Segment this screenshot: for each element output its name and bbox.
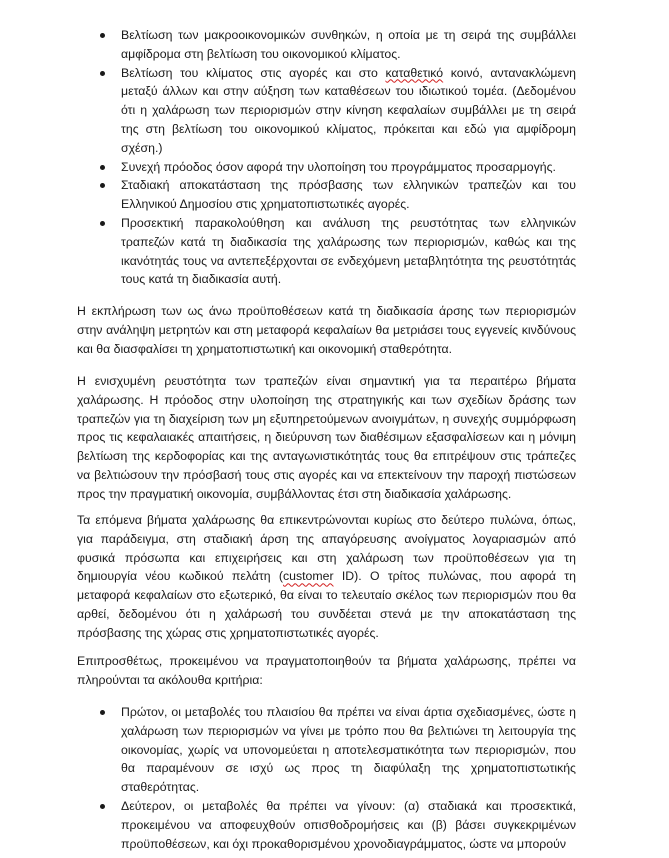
list-item <box>0 176 576 214</box>
list-item-text: Πρώτον, οι μεταβολές του πλαισίου θα πρέπει να είναι άρτια σχεδιασμένες, ώστε η χαλάρωση των περιορισμών να γίνει με τρόπο που θα βελτιώνει τη λειτουργία της οικονομίας, χωρίς να υπονομεύεται η αποτελεσματικότητα των περιορισμών, που θα παραμένουν σε ισχύ ως προς τη διαφύλαξη της χρηματοπιστωτικής σταθερότητας. <box>121 705 576 795</box>
criteria-bullet-list <box>0 703 669 853</box>
list-item <box>0 797 576 853</box>
list-item-text: Δεύτερον, οι μεταβολές θα πρέπει να γίνουν: (α) σταδιακά και προσεκτικά, προκειμένου να αποφευχθούν οπισθοδρομήσεις και (β) βάσει συγκεκριμένων προϋποθέσεων, και όχι προκαθορισμένου χρονοδιαγράμματος, ώστε να μπορούν <box>121 798 576 851</box>
text-segment: κοινό, αντανακλώμενη μεταξύ άλλων και στην αύξηση των καταθέσεων του ιδιωτικού τομέα. (Δεδομένου ότι η χαλάρωση των περιορισμών στην κίνηση κεφαλαίων συμβάλλει με τη σειρά της στη βελτίωση του οικονομικού κλίματος, πρόκειται και εδώ για αμφίδρομη σχέση.) <box>121 65 576 155</box>
paragraph: Η εκπλήρωση των ως άνω προϋποθέσεων κατά τη διαδικασία άρσης των περιορισμών στην ανάληψη μετρητών και στη μεταφορά κεφαλαίων θα μετριάσει τους εγγενείς κινδύνους και θα διασφαλίσει τη χρηματοπιστωτική και οικονομική σταθερότητα. <box>77 304 576 356</box>
list-item <box>0 703 576 797</box>
list-item-text <box>121 66 576 155</box>
text-segment: Βελτίωση του κλίματος στις αγορές και στο <box>121 65 386 80</box>
list-item-text: Συνεχή πρόοδος όσον αφορά την υλοποίηση του προγράμματος προσαρμογής. <box>121 159 556 174</box>
conditions-bullet-list <box>0 26 669 289</box>
bullet-icon <box>100 710 105 715</box>
list-item <box>0 64 576 158</box>
list-item-text: Βελτίωση των μακροοικονομικών συνθηκών, η οποία με τη σειρά της συμβάλλει αμφίδρομα στη βελτίωση του οικονομικού κλίματος. <box>121 28 576 61</box>
list-item <box>0 158 576 177</box>
paragraph: Επιπροσθέτως, προκειμένου να πραγματοποιηθούν τα βήματα χαλάρωσης, πρέπει να πληρούνται τα ακόλουθα κριτήρια: <box>77 654 576 687</box>
bullet-icon <box>100 221 105 226</box>
text-segment: ID). Ο τρίτος πυλώνας, που αφορά τη μεταφορά κεφαλαίων στο εξωτερικό, θα είναι το τελευταίο σκέλος των περιορισμών που θα αρθεί, δεδομένου ότι η χαλάρωσή του συνδέεται στενά με την αποκατάσταση της πρόσβασης της χώρας στις χρηματοπιστωτικές αγορές. <box>77 569 576 640</box>
spellcheck-flagged-word[interactable]: καταθετικό <box>385 65 444 80</box>
list-item <box>0 26 576 64</box>
list-item-text: Σταδιακή αποκατάσταση της πρόσβασης των ελληνικών τραπεζών και του Ελληνικού Δημοσίου στις χρηματοπιστωτικές αγορές. <box>121 178 576 212</box>
bullet-icon <box>100 71 105 76</box>
paragraph <box>77 511 576 643</box>
text-segment: Τα επόμενα βήματα χαλάρωσης θα επικεντρώνονται κυρίως στο δεύτερο πυλώνα, όπως, για παράδειγμα, στη σταδιακή άρση της απαγόρευσης ανοίγματος λογαριασμών από φυσικά πρόσωπα και επιχειρήσεις και στη χαλάρωση των προϋποθέσεων για τη δημιουργία νέου κωδικού πελάτη ( <box>77 513 576 584</box>
list-item <box>0 214 576 289</box>
bullet-icon <box>100 183 105 188</box>
list-item-text: Προσεκτική παρακολούθηση και ανάλυση της ρευστότητας των ελληνικών τραπεζών κατά τη διαδικασία της χαλάρωσης των περιορισμών, καθώς και της ικανότητάς τους να αντεπεξέρχονται σε ενδεχόμενη μεταβλητότητα της ρευστότητάς τους κατά τη διαδικασία αυτή. <box>121 215 576 287</box>
bullet-icon <box>100 804 105 809</box>
bullet-icon <box>100 165 105 170</box>
paragraph: Η ενισχυμένη ρευστότητα των τραπεζών είναι σημαντική για τα περαιτέρω βήματα χαλάρωσης. Η πρόοδος στην υλοποίηση της στρατηγικής και των σχεδίων δράσης των τραπεζών για τη διαχείριση των μη εξυπηρετούμενων ανοιγμάτων, η συνεχής συμμόρφωση προς τις κεφαλαιακές απαιτήσεις, η διεύρυνση των διαθέσιμων εξασφαλίσεων και η μόνιμη βελτίωση της κερδοφορίας και της ανταγωνιστικότητάς τους θα επιτρέψουν στις τράπεζες να βελτιώσουν την πρόσβασή τους στις αγορές και να επεκτείνουν την παροχή πιστώσεων προς την πραγματική οικονομία, συμβάλλοντας έτσι στη διαδικασία χαλάρωσης. <box>77 374 576 501</box>
bullet-icon <box>100 33 105 38</box>
spellcheck-flagged-word[interactable]: customer <box>282 569 334 584</box>
